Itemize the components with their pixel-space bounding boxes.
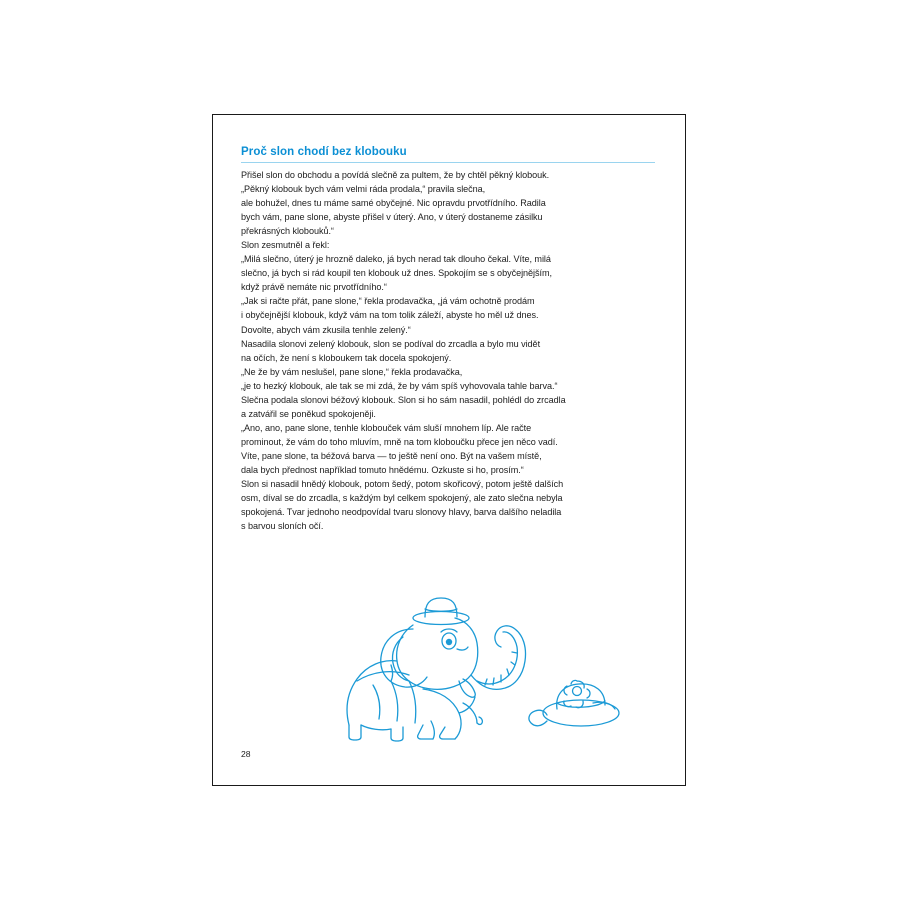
elephant-with-hat-drawing	[263, 585, 655, 745]
text-line: Slon zesmutněl a řekl:	[241, 240, 330, 251]
text-line: spokojená. Tvar jednoho neodpovídal tvaru slonovy hlavy, barva dalšího neladila	[241, 507, 562, 518]
text-line: a zatvářil se poněkud spokojeněji.	[241, 408, 376, 419]
text-line: prominout, že vám do toho mluvím, mně na tom kloboučku přece jen něco vadí.	[241, 436, 558, 447]
text-line: Nasadila slonovi zelený klobouk, slon se podíval do zrcadla a bylo mu vidět	[241, 338, 541, 349]
page-title: Proč slon chodí bez klobouku	[241, 146, 407, 158]
text-line: osm, díval se do zrcadla, s každým byl celkem spokojený, ale zato slečna nebyla	[241, 493, 563, 504]
text-line: ale bohužel, dnes tu máme samé obyčejné. Nic opravdu prvotřídního. Radila	[241, 198, 546, 209]
text-line: když právě nemáte nic prvotřídního.“	[241, 282, 387, 293]
page-number: 28	[241, 749, 251, 759]
text-line: bych vám, pane slone, abyste přišel v úterý. Ano, v úterý dostaneme zásilku	[241, 212, 543, 223]
text-line: „Jak si račte přát, pane slone,“ řekla prodavačka, „já vám ochotně prodám	[241, 296, 535, 307]
title-divider	[241, 162, 655, 163]
text-line: Slečna podala slonovi béžový klobouk. Slon si ho sám nasadil, pohlédl do zrcadla	[241, 394, 566, 405]
page-content	[241, 145, 655, 757]
document-page	[212, 114, 686, 786]
text-line: slečno, já bych si rád koupil ten klobouk už dnes. Spokojím se s obyčejnějším,	[241, 268, 553, 279]
text-line: „Ne že by vám neslušel, pane slone,“ řekla prodavačka,	[241, 366, 463, 377]
body-text	[241, 168, 655, 533]
text-line: Víte, pane slone, ta béžová barva — to ještě není ono. Být na vašem místě,	[241, 450, 542, 461]
text-line: Dovolte, abych vám zkusila tenhle zelený.“	[241, 324, 411, 335]
text-line: na očích, že není s kloboukem tak docela spokojený.	[241, 352, 452, 363]
text-line: Přišel slon do obchodu a povídá slečně za pultem, že by chtěl pěkný klobouk.	[241, 170, 550, 180]
text-line: překrásných klobouků.“	[241, 226, 334, 237]
text-line: i obyčejnější klobouk, když vám na tom tolik záleží, abyste ho měl už dnes.	[241, 310, 539, 321]
text-line: s barvou sloních očí.	[241, 521, 324, 532]
text-line: „Pěkný klobouk bych vám velmi ráda prodala,“ pravila slečna,	[241, 184, 486, 195]
text-line: dala bych přednost například tomuto hnědému. Ozkuste si ho, prosím.“	[241, 464, 524, 475]
text-line: „Ano, ano, pane slone, tenhle klobouček vám sluší mnohem líp. Ale račte	[241, 422, 532, 433]
text-line: „Milá slečno, úterý je hrozně daleko, já bych nerad tak dlouho čekal. Víte, milá	[241, 254, 551, 265]
text-line: „je to hezký klobouk, ale tak se mi zdá, že by vám spíš vyhovovala tahle barva.“	[241, 380, 558, 391]
text-line: Slon si nasadil hnědý klobouk, potom šedý, potom skořicový, potom ještě dalších	[241, 479, 564, 490]
